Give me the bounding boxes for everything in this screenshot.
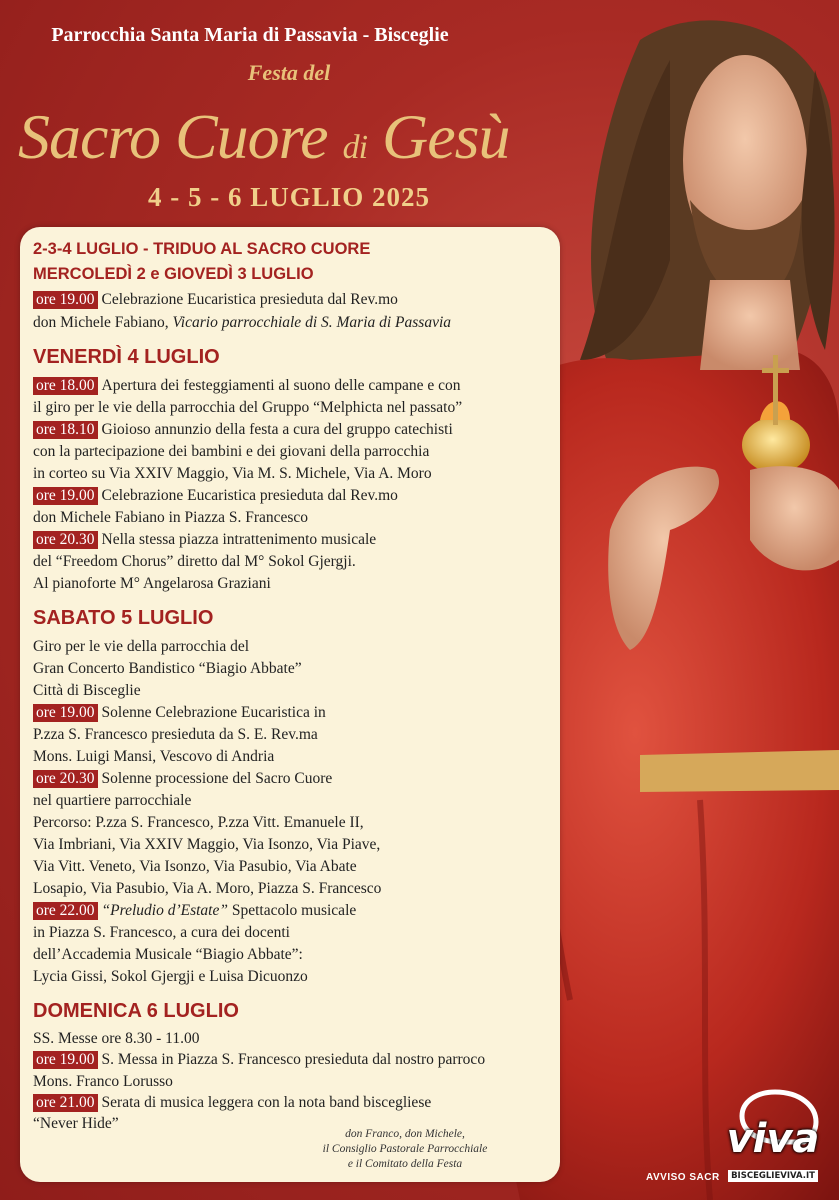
time-badge: ore 21.00 xyxy=(33,1094,98,1112)
list-item xyxy=(33,376,460,396)
time-badge: ore 18.10 xyxy=(33,421,98,439)
list-item xyxy=(33,1050,485,1070)
bisceglieviva-logo[interactable] xyxy=(720,1088,826,1188)
venerdi-heading: VENERDÌ 4 LUGLIO xyxy=(33,346,220,368)
signature-line: e il Comitato della Festa xyxy=(347,1158,463,1170)
list-item xyxy=(33,486,398,506)
logo-url: BISCEGLIEVIVA.IT xyxy=(728,1170,818,1182)
list-item: Via Vitt. Veneto, Via Isonzo, Via Pasubio, Via Abate xyxy=(33,858,357,875)
title-main: Sacro Cuore xyxy=(18,101,343,172)
item-text: Nella stessa piazza intrattenimento musicale xyxy=(101,531,377,548)
triduo-heading: 2-3-4 LUGLIO - TRIDUO AL SACRO CUORE xyxy=(33,240,371,258)
signature-line: don Franco, don Michele, xyxy=(345,1128,465,1140)
list-item: SS. Messe ore 8.30 - 11.00 xyxy=(33,1030,200,1047)
time-badge: ore 20.30 xyxy=(33,531,98,549)
list-item xyxy=(33,530,376,550)
triduo-subheading: MERCOLEDÌ 2 e GIOVEDÌ 3 LUGLIO xyxy=(33,265,314,283)
time-badge: ore 20.30 xyxy=(33,770,98,788)
list-item: nel quartiere parrocchiale xyxy=(33,792,192,809)
item-text: Celebrazione Eucaristica presieduta dal Rev.mo xyxy=(101,291,398,308)
list-item: Percorso: P.zza S. Francesco, P.zza Vitt. Emanuele II, xyxy=(33,814,364,831)
list-item xyxy=(33,420,453,440)
item-text: S. Messa in Piazza S. Francesco presieduta dal nostro parroco xyxy=(101,1051,486,1068)
signature-line: il Consiglio Pastorale Parrocchiale xyxy=(322,1143,488,1155)
list-item xyxy=(33,769,332,789)
list-item: P.zza S. Francesco presieduta da S. E. Rev.ma xyxy=(33,726,318,743)
time-badge: ore 19.00 xyxy=(33,1051,98,1069)
list-item: Losapio, Via Pasubio, Via A. Moro, Piazza S. Francesco xyxy=(33,880,382,897)
time-badge: ore 18.00 xyxy=(33,377,98,395)
festa-label: Festa del xyxy=(247,60,331,85)
avviso-label: AVVISO SACR xyxy=(646,1172,720,1183)
logo-wordmark: viva xyxy=(726,1116,820,1162)
list-item: “Never Hide” xyxy=(33,1115,119,1132)
item-text: Solenne processione del Sacro Cuore xyxy=(101,770,333,787)
title-end: Gesù xyxy=(367,101,510,172)
list-item: in corteo su Via XXIV Maggio, Via M. S. Michele, Via A. Moro xyxy=(33,465,432,482)
time-badge: ore 19.00 xyxy=(33,487,98,505)
list-item: Giro per le vie della parrocchia del xyxy=(33,638,250,655)
item-text: Solenne Celebrazione Eucaristica in xyxy=(101,704,326,721)
list-item: Mons. Luigi Mansi, Vescovo di Andria xyxy=(33,748,275,765)
list-item xyxy=(33,901,356,921)
item-text: Celebrazione Eucaristica presieduta dal Rev.mo xyxy=(101,487,398,504)
item-text: Spettacolo musicale xyxy=(227,902,357,919)
item-text: Apertura dei festeggiamenti al suono delle campane e con xyxy=(101,377,461,394)
time-badge: ore 22.00 xyxy=(33,902,98,920)
parish-name: Parrocchia Santa Maria di Passavia - Bisceglie xyxy=(51,24,449,46)
list-item: Lycia Gissi, Sokol Gjergji e Luisa Dicuonzo xyxy=(33,968,308,985)
item-text-italic: Vicario parrocchiale di S. Maria di Passavia xyxy=(172,314,452,331)
list-item: del “Freedom Chorus” diretto dal M° Sokol Gjergji. xyxy=(33,553,356,570)
list-item xyxy=(33,290,398,310)
list-item: don Michele Fabiano in Piazza S. Francesco xyxy=(33,509,309,526)
item-text: don Michele Fabiano, xyxy=(33,314,173,331)
sabato-heading: SABATO 5 LUGLIO xyxy=(33,607,214,629)
list-item: Gran Concerto Bandistico “Biagio Abbate” xyxy=(33,660,302,677)
time-badge: ore 19.00 xyxy=(33,291,98,309)
list-item: il giro per le vie della parrocchia del Gruppo “Melphicta nel passato” xyxy=(33,399,463,416)
time-badge: ore 19.00 xyxy=(33,704,98,722)
event-dates: 4 - 5 - 6 LUGLIO 2025 xyxy=(147,182,430,212)
list-item xyxy=(33,703,326,723)
list-item: Via Imbriani, Via XXIV Maggio, Via Isonzo, Via Piave, xyxy=(33,836,381,853)
list-item: dell’Accademia Musicale “Biagio Abbate”: xyxy=(33,946,303,963)
list-item: Città di Bisceglie xyxy=(33,682,141,699)
domenica-heading: DOMENICA 6 LUGLIO xyxy=(33,1000,239,1022)
list-item: Al pianoforte M° Angelarosa Graziani xyxy=(33,575,271,592)
title-di: di xyxy=(342,129,368,166)
list-item: Mons. Franco Lorusso xyxy=(33,1073,173,1090)
list-item: in Piazza S. Francesco, a cura dei docenti xyxy=(33,924,290,941)
list-item xyxy=(33,1093,431,1113)
item-text-italic: “Preludio d’Estate” xyxy=(101,902,228,919)
list-item xyxy=(33,313,451,333)
item-text: Gioioso annunzio della festa a cura del gruppo catechisti xyxy=(101,421,453,438)
list-item: con la partecipazione dei bambini e dei giovani della parrocchia xyxy=(33,443,430,460)
item-text: Serata di musica leggera con la nota band biscegliese xyxy=(101,1094,432,1111)
